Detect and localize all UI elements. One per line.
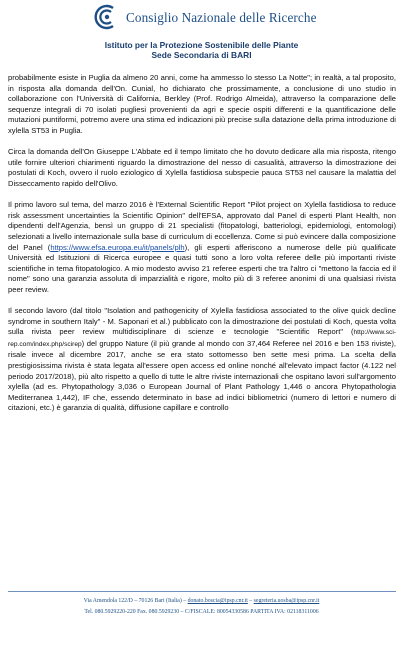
efsa-panel-link[interactable]: https://www.efsa.europa.eu/it/panels/plh: [50, 242, 185, 252]
footer-separator: –: [247, 598, 254, 604]
footer-divider: [8, 591, 396, 592]
footer-address: Via Amendola 122/D – 70126 Bari (Italia) –: [83, 598, 187, 604]
paragraph-4-text-a: Il secondo lavoro (dal titolo "Isolation and pathogenicity of Xylella fastidiosa associated to the olive quick decline syndrome in southern Italy" - M. Saponari et al.) pubblicato con la dimostrazione dei postulati di Koch, questa volta sulla rivista peer review multidisciplinare di scienze e tecnologie "Scientific Report" (: [8, 306, 396, 337]
paragraph-4: [8, 306, 396, 414]
institute-name: Istituto per la Protezione Sostenibile delle Piante: [104, 40, 299, 50]
organization-name: Consiglio Nazionale delle Ricerche: [126, 10, 317, 25]
footer-email-boscia[interactable]: donato.boscia@ipsp.cnr.it: [187, 598, 248, 604]
paragraph-2: Circa la domanda dell'On Giuseppe L'Abbate ed il tempo limitato che ho dovuto dedicare alla mia risposta, ritengo utile fornire ulteriori chiarimenti riguardo la dimostrazione del nesso di casualità, attraverso la dimostrazione dei postulati di Koch, ovvero il ruolo eziologico di Xylella fastidiosa subspecie pauca ST53 nel causare la malattia del Disseccamento rapido dell'Olivo.: [8, 147, 396, 188]
paragraph-3-text-a: Il primo lavoro sul tema, del marzo 2016 è l'External Scientific Report "Pilot project on Xylella fastidiosa to reduce risk assessment uncertainties la Scientific Opinion" dell'EFSA, approvato dal Panel di esperti Plant Health, non dipendenti dell'Agenzia, bensì un gruppo di 21 specialisti (fitopatologi, batteriologi, epidemiologi, entomologi) selezionati a livello internazionale sulla base di curriculum di eccellenza. Come si può evincere dalla composizione del Panel (: [8, 200, 396, 252]
footer-address-line: [0, 598, 403, 604]
cnr-logo-icon: [92, 4, 122, 30]
paragraph-4-text-b: ) del gruppo Nature (il più grande al mondo con 37,464 Referee nel 2016 e ben 153 riviste), risale invece al dicembre 2017, anche se era stato sottomesso ben sette mesi prima. La scelta della prestigiosissima rivista è stata legata all'essere open access ed online nonché all'elevato impact factor (4.122 nel periodo 2017/2018), più alto rispetto a quello di tutte le altre riviste internazionali che ospitano lavori sull'argomento xylella (ad es. Phytopathology 3,036 o European Journal of Plant Pathology 1,446 o ancora Phytopathologia Mediterranea 1,442), IF che, essendo determinato in base ad indici bibliometrici (numero di lettori e numero di citazioni, etc.) è garanzia di qualità, diffusione capillare e controllo: [8, 338, 396, 413]
paragraph-3: [8, 200, 396, 295]
letter-body: [8, 73, 396, 425]
branch-name: Sede Secondaria di BARI: [151, 50, 252, 60]
footer-contacts-line: Tel. 080.5929220-220 Fax. 080.5929230 – C/FISCALE: 80054330586 PARTITA IVA: 02118311006: [84, 609, 319, 615]
footer-email-segreteria[interactable]: segreteria.uosba@ipsp.cnr.it: [253, 598, 320, 604]
scirep-url: http://www.sci-rep.com/index.php/scirep: [8, 329, 396, 348]
paragraph-3-text-b: ), gli esperti afferiscono a numerose delle più qualificate Università ed Istituzioni di Ricerca europee e quasi tutti sono a loro volta referee delle più importanti riviste scientifiche in tema fitopatologico. A mio modesto avviso 21 referee esperti che tra l'altro ci "mettono la faccia ed il nome" sono una garanzia assoluta di imparzialità e rigore, molto più di 3 referee anonimi di una qualsiasi rivista peer review.: [8, 242, 396, 294]
paragraph-1: probabilmente esiste in Puglia da almeno 20 anni, come ha ammesso lo stesso La Notte"; in realtà, a tal proposito, in risposta alla domanda dell'On. Cunial, ho dichiarato che prossimamente, a conclusione di uno studio in collaborazione con l'Università di California, Berkley (Prof. Rodrigo Almeida), attraverso la comparazione delle sequenze integrali di 70 isolati pugliesi provenienti da agri e specie ospiti differenti e la quantificazione delle mutazioni puntiformi, potremo avere una stima ed indicazioni più precise sulla datazione della prima introduzione di xylella ST53 in Puglia.: [8, 73, 396, 135]
